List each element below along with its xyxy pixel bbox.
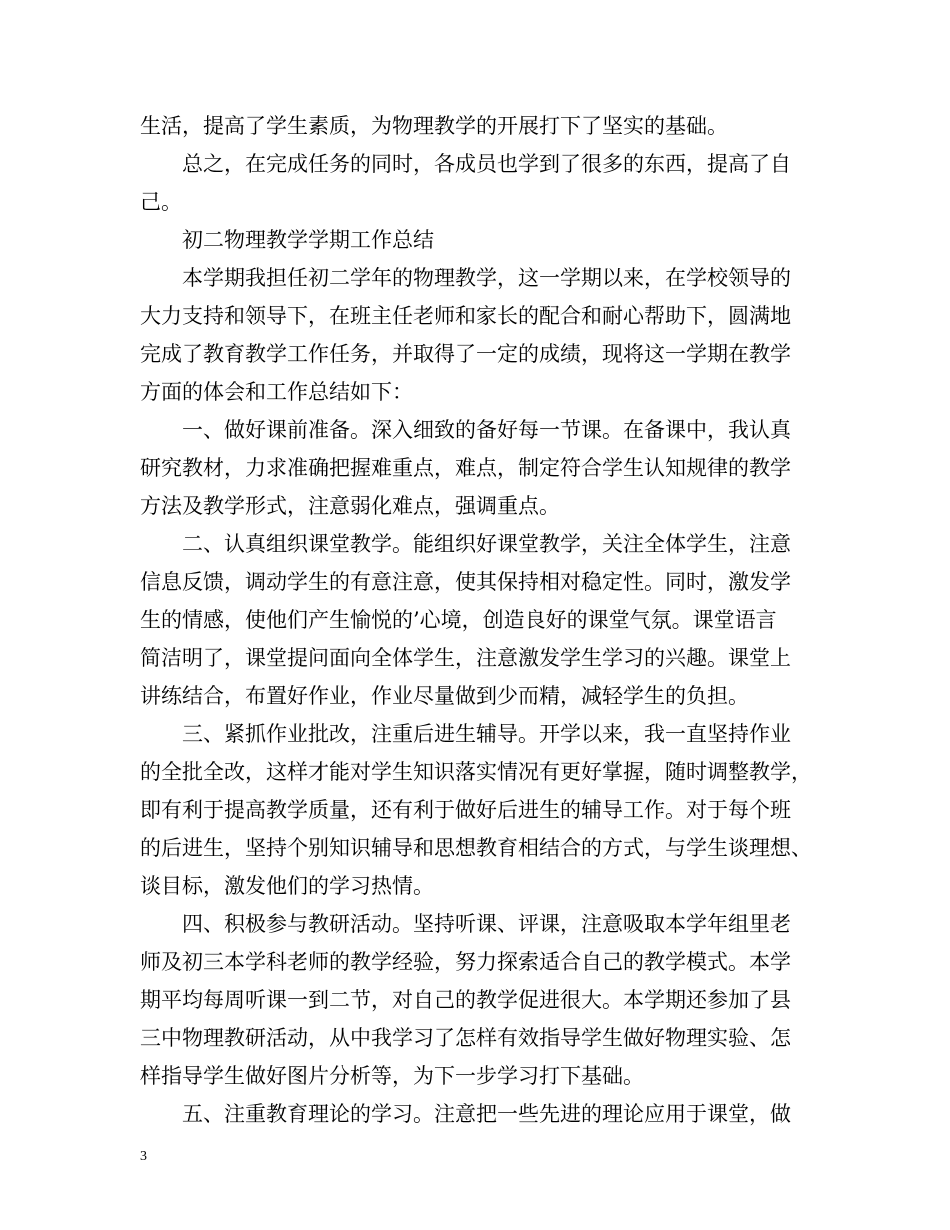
- body-text-line: 生的情感，使他们产生愉悦的’心境，创造良好的课堂气氛。课堂语言: [140, 608, 777, 632]
- body-text-line: 生活，提高了学生素质，为物理教学的开展打下了坚实的基础。: [140, 114, 728, 138]
- body-text-line: 大力支持和领导下，在班主任老师和家长的配合和耐心帮助下，圆满地: [140, 304, 791, 328]
- body-text-line: 研究教材，力求准确把握难重点，难点，制定符合学生认知规律的教学: [140, 456, 791, 480]
- body-text-line: 的后进生，坚持个别知识辅导和思想教育相结合的方式，与学生谈理想、: [140, 836, 812, 860]
- body-text-line: 己。: [140, 190, 182, 214]
- body-text-line: 总之，在完成任务的同时，各成员也学到了很多的东西，提高了自: [182, 152, 791, 176]
- body-text-line: 期平均每周听课一到二节，对自己的教学促进很大。本学期还参加了县: [140, 988, 791, 1012]
- body-text-line: 即有利于提高教学质量，还有利于做好后进生的辅导工作。对于每个班: [140, 798, 791, 822]
- body-text-line: 一、做好课前准备。深入细致的备好每一节课。在备课中，我认真: [182, 418, 791, 442]
- page-number: 3: [140, 1149, 147, 1164]
- body-text-line: 二、认真组织课堂教学。能组织好课堂教学，关注全体学生，注意: [182, 532, 791, 556]
- body-text-line: 信息反馈，调动学生的有意注意，使其保持相对稳定性。同时，激发学: [140, 570, 791, 594]
- body-text-line: 方面的体会和工作总结如下：: [140, 380, 413, 404]
- body-text-line: 五、注重教育理论的学习。注意把一些先进的理论应用于课堂，做: [182, 1102, 791, 1126]
- body-text-line: 谈目标，激发他们的学习热情。: [140, 874, 434, 898]
- body-text-line: 的全批全改，这样才能对学生知识落实情况有更好掌握，随时调整教学，: [140, 760, 812, 784]
- body-text-line: 本学期我担任初二学年的物理教学，这一学期以来，在学校领导的: [182, 266, 791, 290]
- body-text-line: 师及初三本学科老师的教学经验，努力探索适合自己的教学模式。本学: [140, 950, 791, 974]
- body-text-line: 三、紧抓作业批改，注重后进生辅导。开学以来，我一直坚持作业: [182, 722, 791, 746]
- body-text-line: 四、积极参与教研活动。坚持听课、评课，注意吸取本学年组里老: [182, 912, 791, 936]
- body-text-line: 完成了教育教学工作任务，并取得了一定的成绩，现将这一学期在教学: [140, 342, 791, 366]
- body-text-line: 简洁明了，课堂提问面向全体学生，注意激发学生学习的兴趣。课堂上: [140, 646, 791, 670]
- body-text-line: 讲练结合，布置好作业，作业尽量做到少而精，减轻学生的负担。: [140, 684, 749, 708]
- body-text-line: 三中物理教研活动，从中我学习了怎样有效指导学生做好物理实验、怎: [140, 1026, 791, 1050]
- body-text-line: 方法及教学形式，注意弱化难点，强调重点。: [140, 494, 560, 518]
- section-title: 初二物理教学学期工作总结: [182, 228, 434, 252]
- body-text-line: 样指导学生做好图片分析等，为下一步学习打下基础。: [140, 1064, 644, 1088]
